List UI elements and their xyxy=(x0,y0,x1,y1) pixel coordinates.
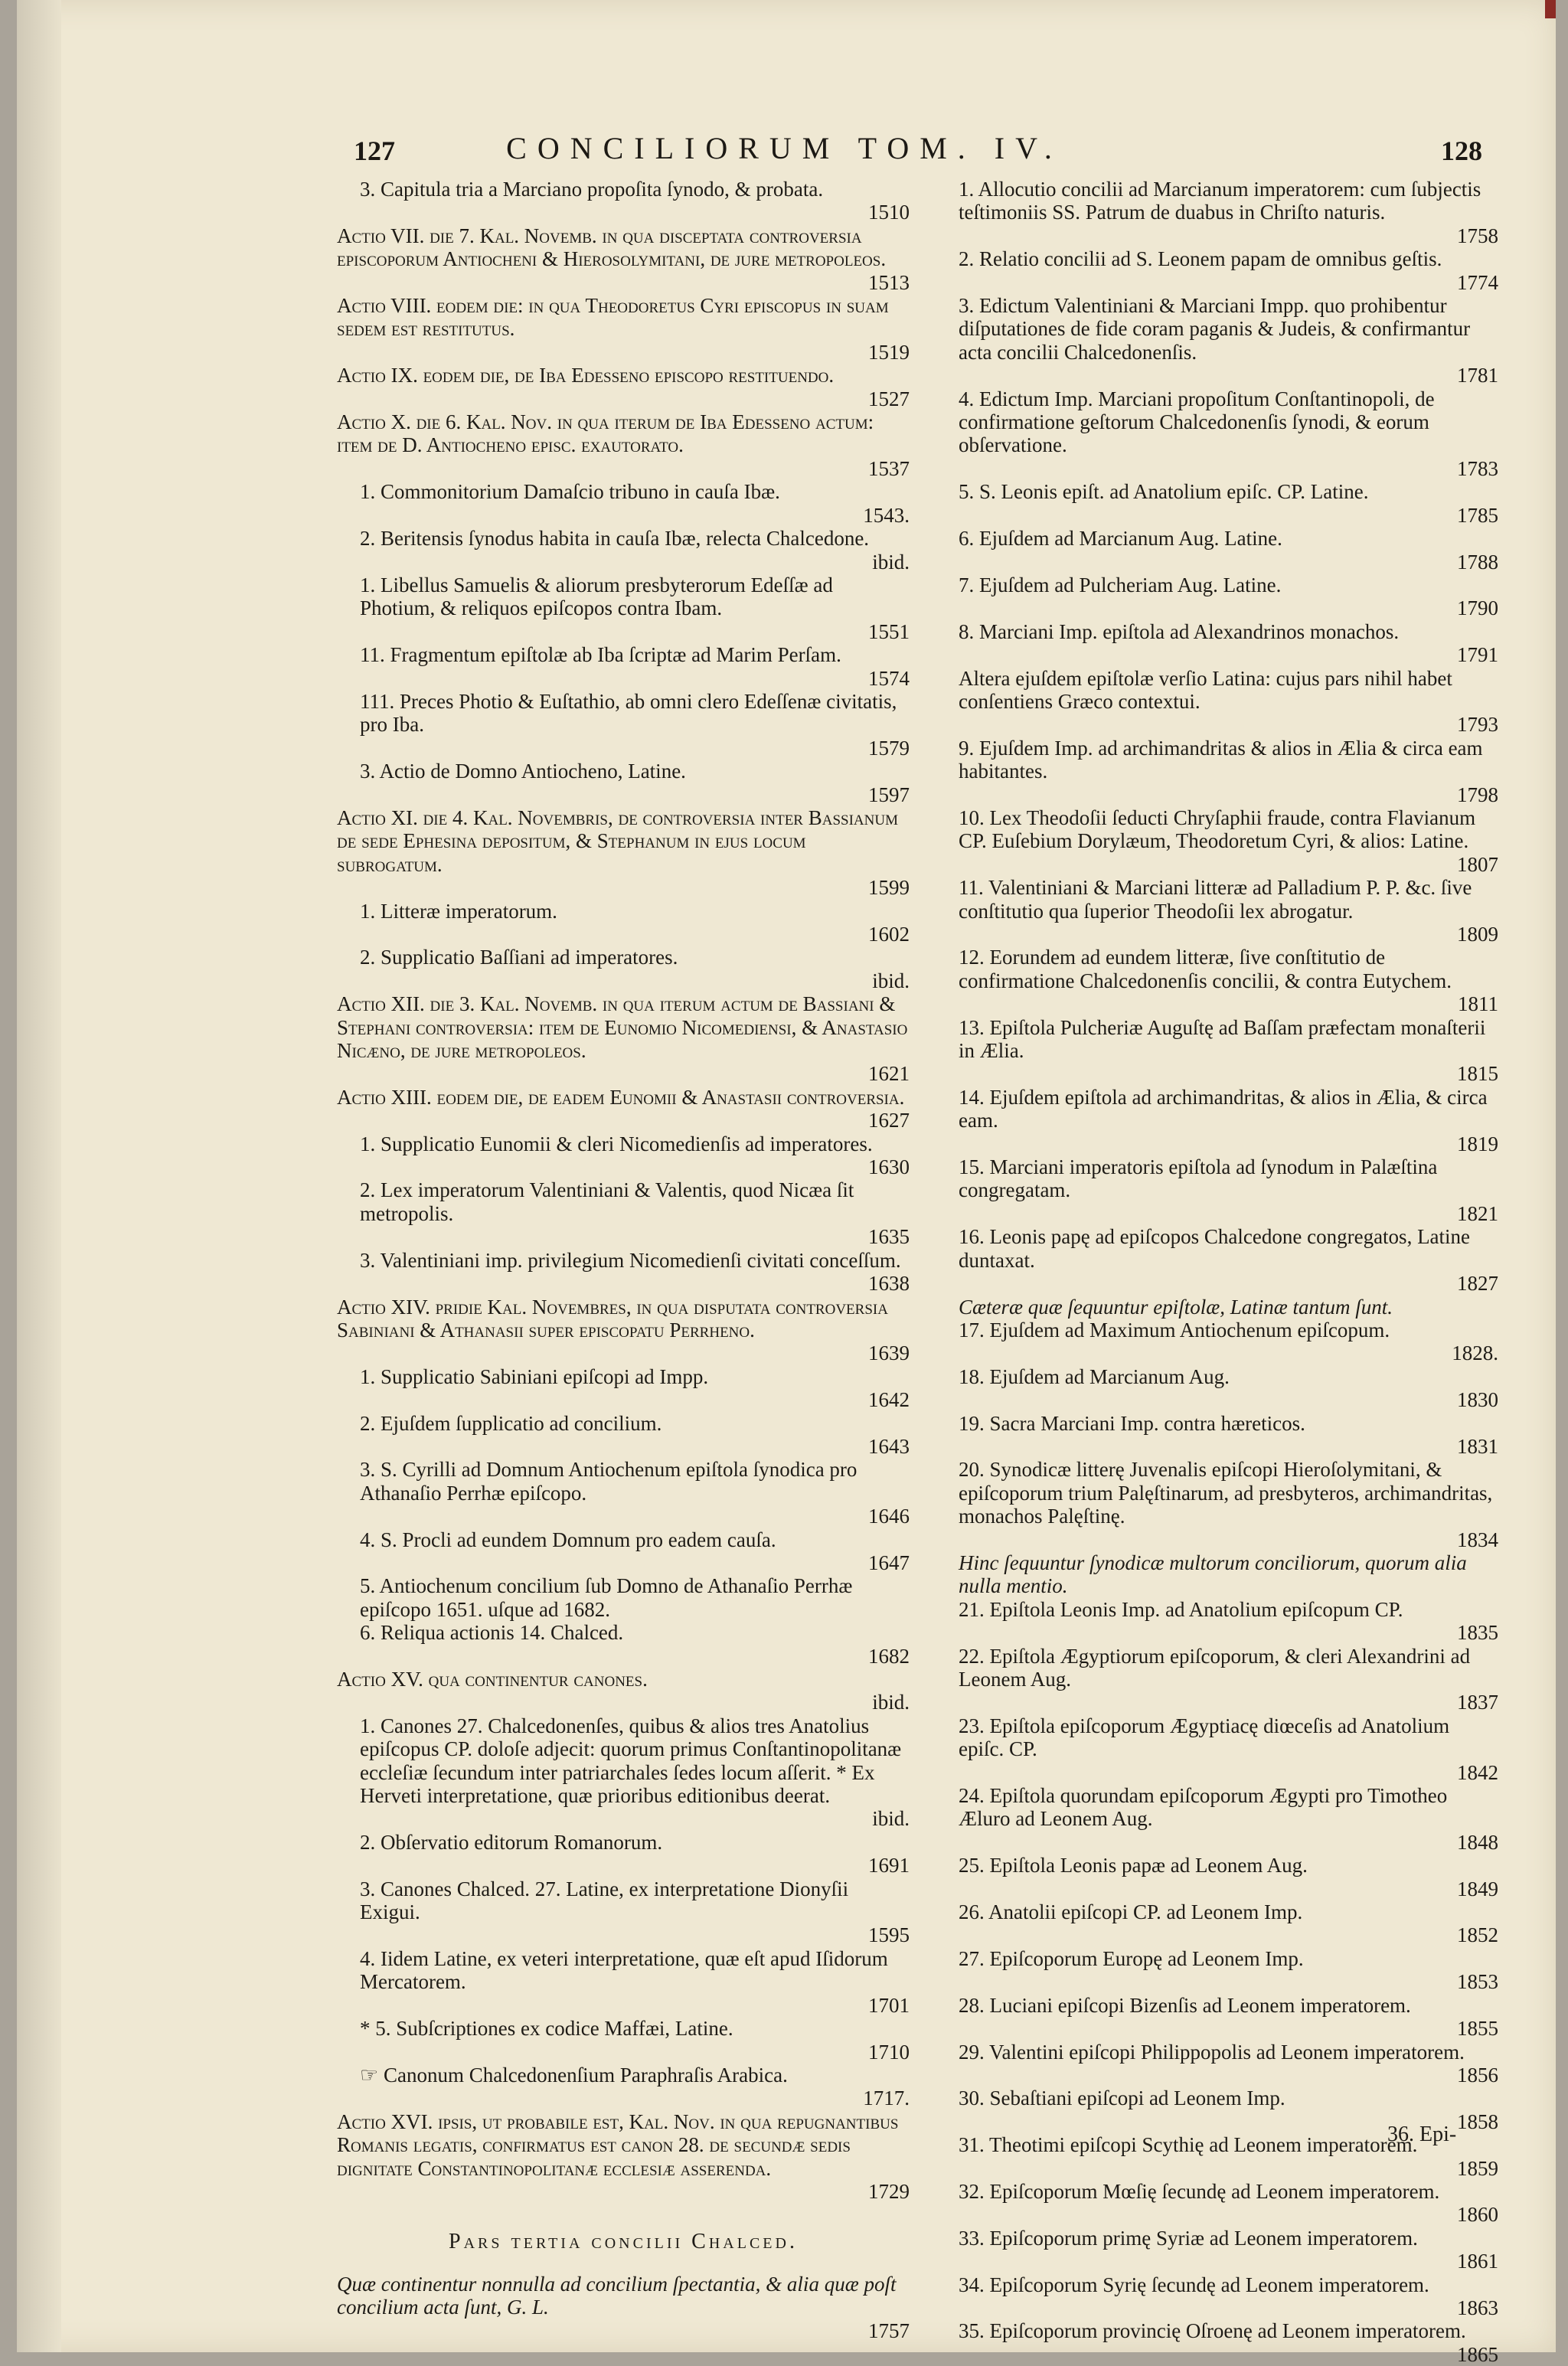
toc-entry-text: 17. Ejuſdem ad Maximum Antiochenum epiſcopum. xyxy=(959,1318,1390,1341)
toc-entry-text: Actio XI. die 4. Kal. Novembris, de controverſia inter Baſſianum de ſede Epheſina depoſitum, & Stephanum in ejus locum ſubrogatum. xyxy=(337,806,898,876)
toc-entry xyxy=(337,690,910,760)
toc-entry-text: 12. Eorundem ad eundem litteræ, ſive conſtitutio de confirmatione Chalcedonenſis concilii, & contra Eutychem. xyxy=(959,946,1452,992)
toc-entry-text: 26. Anatolii epiſcopi CP. ad Leonem Imp. xyxy=(959,1900,1303,1924)
toc-entry-page: 1815 xyxy=(1457,1062,1498,1086)
toc-entry-text: Actio VIII. eodem die: in qua Theodoretus Cyri epiſcopus in ſuam ſedem eſt reſtitutus. xyxy=(337,294,889,341)
toc-entry-text: ☞ Canonum Chalcedonenſium Paraphraſis Arabica. xyxy=(360,2063,788,2087)
toc-entry-text: 3. Edictum Valentiniani & Marciani Impp. quo prohibentur diſputationes de fide coram paganis & Judeis, & confirmantur acta concilii Chalcedonenſis. xyxy=(959,294,1471,364)
toc-entry xyxy=(337,1296,910,1365)
toc-entry-text: 4. Edictum Imp. Marciani propoſitum Conſtantinopoli, de confirmatione geſtorum Chalcedonenſis ſynodi, & eorum obſervatione. xyxy=(959,387,1435,457)
toc-entry-text: 3. Valentiniani imp. privilegium Nicomedienſi civitati conceſſum. xyxy=(360,1248,901,1272)
toc-entry-page: 1757 xyxy=(868,2319,910,2342)
toc-entry-page: 1519 xyxy=(868,340,910,364)
toc-entry-page: ibid. xyxy=(872,550,910,574)
toc-entry xyxy=(959,178,1498,247)
toc-entry xyxy=(337,760,910,806)
toc-entry-page: 1788 xyxy=(1457,550,1498,574)
toc-entry-text: 4. S. Procli ad eundem Domnum pro eadem cauſa. xyxy=(360,1528,776,1551)
toc-entry-page: 1785 xyxy=(1457,503,1498,527)
toc-entry xyxy=(337,1831,910,1877)
toc-entry-text: 33. Epiſcoporum primę Syriæ ad Leonem imperatorem. xyxy=(959,2226,1418,2250)
toc-entry-text: 31. Theotimi epiſcopi Scythię ad Leonem imperatorem. xyxy=(959,2133,1418,2157)
toc-entry-page: 1848 xyxy=(1457,1830,1498,1854)
toc-entry xyxy=(959,1225,1498,1295)
toc-entry-page: 1827 xyxy=(1457,1272,1498,1296)
right-column xyxy=(959,178,1498,2366)
toc-entry-text: 9. Ejuſdem Imp. ad archimandritas & alios in Ælia & circa eam habitantes. xyxy=(959,736,1483,783)
toc-entry xyxy=(959,2273,1498,2320)
toc-entry xyxy=(959,1365,1498,1412)
toc-entry-page: 1574 xyxy=(868,666,910,690)
toc-entry xyxy=(337,2017,910,2064)
toc-entry-text: 3. Capitula tria a Marciano propoſita ſynodo, & probata. xyxy=(360,178,824,201)
toc-entry-text: 2. Lex imperatorum Valentiniani & Valentis, quod Nicæa ſit metropolis. xyxy=(360,1178,854,1225)
toc-entry xyxy=(959,247,1498,294)
toc-entry-page: ibid. xyxy=(872,1691,910,1714)
toc-entry xyxy=(337,364,910,410)
toc-entry xyxy=(337,2064,910,2110)
toc-entry-page: 1849 xyxy=(1457,1877,1498,1900)
toc-entry xyxy=(959,480,1498,527)
toc-entry-text: 18. Ejuſdem ad Marcianum Aug. xyxy=(959,1364,1230,1388)
toc-entry-text: Actio XIII. eodem die, de eadem Eunomii & Anaſtaſii controverſia. xyxy=(337,1085,905,1109)
toc-entry xyxy=(959,294,1498,387)
toc-entry-page: 1510 xyxy=(868,201,910,224)
toc-entry-text: 23. Epiſtola epiſcoporum Ægyptiacę diœceſis ad Anatolium epiſc. CP. xyxy=(959,1714,1450,1761)
toc-entry-page: 1729 xyxy=(868,2179,910,2203)
toc-entry-text: 5. S. Leonis epiſt. ad Anatolium epiſc. CP. Latine. xyxy=(959,480,1369,504)
toc-entry-page: 1630 xyxy=(868,1155,910,1179)
toc-entry xyxy=(959,1645,1498,1714)
toc-entry xyxy=(959,574,1498,620)
toc-entry-page: 1691 xyxy=(868,1854,910,1877)
toc-entry-page: 1798 xyxy=(1457,783,1498,806)
toc-entry-page: 1819 xyxy=(1457,1132,1498,1155)
toc-entry-page: 1595 xyxy=(868,1923,910,1947)
toc-entry xyxy=(337,992,910,1086)
toc-entry-page: 1793 xyxy=(1457,713,1498,737)
toc-entry-text: Actio XIV. pridie Kal. Novembres, in qua diſputata controverſia Sabiniani & Athanaſii ſuper epiſcopatu Perrheno. xyxy=(337,1295,888,1341)
toc-entry xyxy=(337,1458,910,1528)
running-title: CONCILIORUM TOM. IV. xyxy=(506,131,1063,165)
toc-entry xyxy=(337,574,910,643)
toc-entry xyxy=(337,1574,910,1621)
toc-entry-text: Altera ejuſdem epiſtolæ verſio Latina: cujus pars nihil habet conſentiens Græco contextui. xyxy=(959,666,1452,713)
toc-entry-text: Actio XII. die 3. Kal. Novemb. in qua iterum actum de Baſſiani & Stephani controverſia: item de Eunomio Nicomedienſi, & Anaſtaſio Nicæno, de jure metropoleos. xyxy=(337,992,908,1063)
toc-entry-text: 1. Commonitorium Damaſcio tribuno in cauſa Ibæ. xyxy=(360,480,780,504)
toc-entry xyxy=(337,1528,910,1575)
toc-entry-text: Actio XVI. ipſis, ut probabile eſt, Kal. Nov. in qua repugnantibus Romanis legatis, confirmatus eſt canon 28. de ſecundæ ſedis dignitate Conſtantinopolitanæ eccleſiæ aſſerenda. xyxy=(337,2109,899,2180)
toc-entry-page: 1513 xyxy=(868,270,910,294)
toc-entry-page: 1865 xyxy=(1457,2342,1498,2366)
toc-entry-text: 3. Canones Chalced. 27. Latine, ex interpretatione Dionyſii Exigui. xyxy=(360,1877,849,1924)
toc-entry-page: 1599 xyxy=(868,876,910,900)
toc-entry-page: 1543. xyxy=(863,503,910,527)
toc-entry-page: 1710 xyxy=(868,2040,910,2064)
toc-entry-page: 1837 xyxy=(1457,1691,1498,1714)
toc-entry-page: 1828. xyxy=(1452,1341,1498,1365)
toc-entry-page: 1635 xyxy=(868,1225,910,1249)
toc-entry xyxy=(337,1621,910,1668)
toc-entry xyxy=(959,1784,1498,1854)
toc-entry-text: 1. Litteræ imperatorum. xyxy=(360,899,557,923)
right-page-number: 128 xyxy=(1441,136,1482,166)
toc-entry xyxy=(959,1900,1498,1947)
toc-entry-page: 1579 xyxy=(868,736,910,760)
toc-entry xyxy=(959,1551,1498,1598)
toc-entry xyxy=(337,643,910,690)
toc-entry-page: 1856 xyxy=(1457,2063,1498,2087)
toc-entry-text: 11. Fragmentum epiſtolæ ab Iba ſcriptæ ad Marim Perſam. xyxy=(360,643,841,667)
toc-entry xyxy=(959,2319,1498,2366)
toc-entry-page: 1682 xyxy=(868,1644,910,1668)
toc-entry-text: * 5. Subſcriptiones ex codice Maffæi, Latine. xyxy=(360,2017,733,2041)
section-title: Pars tertia concilii Chalced. xyxy=(449,2230,798,2254)
toc-entry xyxy=(959,1319,1498,1365)
toc-entry xyxy=(337,224,910,294)
toc-entry-page: 1853 xyxy=(1457,1970,1498,1994)
toc-entry xyxy=(959,737,1498,806)
toc-entry-text: 11. Valentiniani & Marciani litteræ ad Palladium P. P. &c. ſive conſtitutio qua ſuperior Theodoſii lex abrogatur. xyxy=(959,876,1472,923)
toc-entry xyxy=(959,1016,1498,1086)
toc-entry-text: 22. Epiſtola Ægyptiorum epiſcoporum, & cleri Alexandrini ad Leonem Aug. xyxy=(959,1644,1471,1691)
toc-entry-text: 2. Beritensis ſynodus habita in cauſa Ibæ, relecta Chalcedone. xyxy=(360,527,870,551)
toc-entry-text: Hinc ſequuntur ſynodicæ multorum conciliorum, quorum alia nulla mentio. xyxy=(959,1551,1467,1598)
toc-entry-text: 1. Canones 27. Chalcedonenſes, quibus & alios tres Anatolius epiſcopus CP. doloſe adjecit: quorum primus Conſtantinopolitanæ eccleſiæ ſecundum inter patriarchales ſedes locum aſſerit. * Ex Herveti interpretatione, quæ prioribus editionibus deerat. xyxy=(360,1714,902,1808)
toc-entry xyxy=(337,527,910,574)
toc-entry-text: Cæteræ quæ ſequuntur epiſtolæ, Latinæ tantum ſunt. xyxy=(959,1295,1393,1319)
toc-entry-text: 27. Epiſcoporum Europę ad Leonem Imp. xyxy=(959,1946,1304,1970)
toc-entry-text: Actio VII. die 7. Kal. Novemb. in qua diſceptata controverſia epiſcoporum Antiocheni & Hieroſolymitani, de jure metropoleos. xyxy=(337,224,887,271)
toc-entry xyxy=(337,2110,910,2204)
left-column xyxy=(337,178,910,2342)
toc-entry-text: 29. Valentini epiſcopi Philippopolis ad Leonem imperatorem. xyxy=(959,2040,1465,2064)
toc-entry-text: 1. Libellus Samuelis & aliorum presbyterorum Edeſſæ ad Photium, & reliquos epiſcopos contra Ibam. xyxy=(360,573,833,620)
toc-entry xyxy=(959,387,1498,481)
toc-entry-page: 1863 xyxy=(1457,2296,1498,2319)
page-edge-mark xyxy=(1545,0,1556,18)
toc-entry xyxy=(337,2273,910,2342)
toc-entry-page: 1842 xyxy=(1457,1760,1498,1784)
toc-entry-text: 3. Actio de Domno Antiocheno, Latine. xyxy=(360,760,686,783)
toc-entry-text: 6. Reliqua actionis 14. Chalced. xyxy=(360,1621,624,1645)
book-page xyxy=(17,0,1556,2366)
toc-entry-page: 1646 xyxy=(868,1505,910,1528)
toc-entry-text: 15. Marciani imperatoris epiſtola ad ſynodum in Palæſtina congregatam. xyxy=(959,1155,1438,1202)
toc-entry-page: 1830 xyxy=(1457,1388,1498,1412)
left-page-number: 127 xyxy=(354,136,395,166)
toc-entry-text: 3. S. Cyrilli ad Domnum Antiochenum epiſtola ſynodica pro Athanaſio Perrhæ epiſcopo. xyxy=(360,1458,858,1505)
toc-entry xyxy=(959,1086,1498,1155)
toc-entry-page: 1852 xyxy=(1457,1923,1498,1947)
toc-entry-text: 21. Epiſtola Leonis Imp. ad Anatolium epiſcopum CP. xyxy=(959,1597,1403,1621)
toc-entry-text: 2. Relatio concilii ad S. Leonem papam de omnibus geſtis. xyxy=(959,247,1442,271)
toc-entry-page: 1859 xyxy=(1457,2156,1498,2180)
toc-entry xyxy=(337,806,910,900)
toc-entry xyxy=(959,2180,1498,2227)
toc-entry xyxy=(337,1947,910,2017)
page-gutter xyxy=(17,0,61,2352)
toc-entry xyxy=(337,1132,910,1179)
toc-entry-page: 1638 xyxy=(868,1272,910,1296)
toc-entry-page: 1781 xyxy=(1457,364,1498,387)
toc-entry-text: 1. Allocutio concilii ad Marcianum imperatorem: cum ſubjectis teſtimoniis SS. Patrum de duabus in Chriſto naturis. xyxy=(959,178,1481,224)
toc-entry-page: 1758 xyxy=(1457,224,1498,247)
toc-entry xyxy=(337,1249,910,1296)
toc-entry xyxy=(959,946,1498,1015)
toc-entry xyxy=(337,480,910,527)
toc-entry-text: 28. Luciani epiſcopi Bizenſis ad Leonem imperatorem. xyxy=(959,1993,1411,2017)
toc-entry xyxy=(959,527,1498,574)
toc-entry-text: 1. Supplicatio Eunomii & cleri Nicomedienſis ad imperatores. xyxy=(360,1132,873,1155)
toc-entry-page: 1809 xyxy=(1457,923,1498,946)
toc-entry-page: 1790 xyxy=(1457,596,1498,620)
toc-entry xyxy=(337,1668,910,1714)
toc-entry-page: 1834 xyxy=(1457,1528,1498,1551)
toc-entry-page: 1551 xyxy=(868,619,910,643)
toc-entry-page: 1602 xyxy=(868,923,910,946)
toc-entry-page: 1639 xyxy=(868,1341,910,1365)
toc-entry-text: 25. Epiſtola Leonis papæ ad Leonem Aug. xyxy=(959,1854,1308,1877)
toc-entry-page: ibid. xyxy=(872,969,910,992)
toc-entry xyxy=(337,1365,910,1412)
toc-entry xyxy=(337,410,910,480)
toc-entry-text: 2. Ejuſdem ſupplicatio ad concilium. xyxy=(360,1411,662,1435)
toc-entry-text: 16. Leonis papę ad epiſcopos Chalcedone congregatos, Latine duntaxat. xyxy=(959,1225,1471,1272)
toc-entry-text: Actio XV. qua continentur canones. xyxy=(337,1668,648,1691)
toc-entry-text: 35. Epiſcoporum provincię Oſroenę ad Leonem imperatorem. xyxy=(959,2319,1466,2343)
toc-entry-text: Actio IX. eodem die, de Iba Edeſſeno epiſcopo reſtituendo. xyxy=(337,364,835,387)
toc-entry-text: 10. Lex Theodoſii ſeducti Chryſaphii fraude, contra Flavianum CP. Euſebium Dorylæum, Theodoretum Cyri, & alios: Latine. xyxy=(959,806,1476,853)
toc-entry-text: 19. Sacra Marciani Imp. contra hæreticos. xyxy=(959,1411,1305,1435)
toc-entry xyxy=(337,1877,910,1947)
toc-entry xyxy=(959,1458,1498,1551)
toc-entry-page: 1807 xyxy=(1457,852,1498,876)
toc-entry-text: 4. Iidem Latine, ex veteri interpretatione, quæ eſt apud Iſidorum Mercatorem. xyxy=(360,1946,888,1994)
toc-entry xyxy=(337,900,910,946)
toc-entry-text: Actio X. die 6. Kal. Nov. in qua iterum de Iba Edeſſeno actum: item de D. Antiocheno epiſc. exautorato. xyxy=(337,410,874,457)
toc-entry-text: 111. Preces Photio & Euſtathio, ab omni clero Edeſſenæ civitatis, pro Iba. xyxy=(360,689,897,737)
toc-entry xyxy=(959,1155,1498,1225)
toc-entry-text: 34. Epiſcoporum Syrię ſecundę ad Leonem imperatorem. xyxy=(959,2273,1429,2296)
toc-entry xyxy=(337,1086,910,1132)
toc-entry-text: 7. Ejuſdem ad Pulcheriam Aug. Latine. xyxy=(959,573,1282,596)
toc-entry-text: 6. Ejuſdem ad Marcianum Aug. Latine. xyxy=(959,527,1282,551)
catchword: 36. Epi- xyxy=(1387,2123,1457,2146)
toc-entry-page: 1855 xyxy=(1457,2017,1498,2041)
toc-entry-text: 8. Marciani Imp. epiſtola ad Alexandrinos monachos. xyxy=(959,619,1400,643)
toc-entry xyxy=(959,1296,1498,1319)
toc-entry xyxy=(959,1714,1498,1784)
toc-entry xyxy=(337,294,910,364)
toc-entry-page: 1821 xyxy=(1457,1201,1498,1225)
toc-entry-text: 30. Sebaſtiani epiſcopi ad Leonem Imp. xyxy=(959,2087,1285,2110)
toc-entry-page: 1597 xyxy=(868,783,910,806)
toc-entry-text: 2. Obſervatio editorum Romanorum. xyxy=(360,1830,663,1854)
toc-entry-text: 13. Epiſtola Pulcheriæ Auguſtę ad Baſſam præfectam monaſterii in Ælia. xyxy=(959,1015,1486,1063)
toc-entry xyxy=(959,1947,1498,1994)
toc-entry-text: 5. Antiochenum concilium ſub Domno de Athanaſio Perrhæ epiſcopo 1651. uſque ad 1682. xyxy=(360,1574,853,1621)
toc-entry xyxy=(959,2041,1498,2087)
toc-entry-page: 1860 xyxy=(1457,2203,1498,2227)
toc-entry-page: 1701 xyxy=(868,1993,910,2017)
toc-entry-page: 1783 xyxy=(1457,456,1498,480)
toc-entry xyxy=(337,178,910,224)
toc-entry-page: 1627 xyxy=(868,1109,910,1132)
toc-entry-text: 2. Supplicatio Baſſiani ad imperatores. xyxy=(360,946,678,969)
toc-entry-text: 14. Ejuſdem epiſtola ad archimandritas, & alios in Ælia, & circa eam. xyxy=(959,1085,1488,1132)
toc-entry-page: 1647 xyxy=(868,1551,910,1574)
toc-entry-page: 1717. xyxy=(863,2087,910,2110)
toc-entry xyxy=(337,1178,910,1248)
toc-entry xyxy=(337,946,910,992)
toc-entry-page: 1791 xyxy=(1457,643,1498,667)
toc-entry xyxy=(337,1714,910,1831)
toc-entry-page: 1835 xyxy=(1457,1621,1498,1645)
toc-entry-page: 1811 xyxy=(1458,992,1498,1016)
toc-entry xyxy=(337,1412,910,1459)
toc-entry-page: ibid. xyxy=(872,1807,910,1831)
toc-entry-text: 1. Supplicatio Sabiniani epiſcopi ad Impp. xyxy=(360,1364,709,1388)
toc-entry-text: 32. Epiſcoporum Mœſię ſecundę ad Leonem imperatorem. xyxy=(959,2179,1440,2203)
toc-entry xyxy=(959,620,1498,667)
toc-entry-text: 24. Epiſtola quorundam epiſcoporum Ægypti pro Timotheo Æluro ad Leonem Aug. xyxy=(959,1784,1448,1831)
toc-entry-text: 20. Synodicæ litterę Juvenalis epiſcopi Hieroſolymitani, & epiſcoporum trium Palęſtinarum, ad presbyteros, archimandritas, monachos Palęſtinę. xyxy=(959,1458,1493,1528)
toc-entry-page: 1858 xyxy=(1457,2109,1498,2133)
toc-entry-text: Quæ continentur nonnulla ad concilium ſpectantia, & alia quæ poſt concilium acta ſunt, G. L. xyxy=(337,2272,897,2319)
toc-entry-page: 1621 xyxy=(868,1062,910,1086)
toc-entry xyxy=(959,1598,1498,1645)
toc-entry xyxy=(959,2227,1498,2273)
toc-entry xyxy=(959,667,1498,737)
toc-entry xyxy=(959,1412,1498,1459)
toc-entry xyxy=(959,1994,1498,2041)
toc-entry xyxy=(959,806,1498,876)
toc-entry-page: 1527 xyxy=(868,387,910,410)
toc-entry-page: 1774 xyxy=(1457,270,1498,294)
toc-entry-page: 1643 xyxy=(868,1434,910,1458)
toc-entry-page: 1861 xyxy=(1457,2250,1498,2273)
toc-entry-page: 1831 xyxy=(1457,1434,1498,1458)
toc-entry-page: 1642 xyxy=(868,1388,910,1412)
toc-entry xyxy=(959,876,1498,946)
toc-entry-page: 1537 xyxy=(868,456,910,480)
toc-entry xyxy=(959,1854,1498,1900)
